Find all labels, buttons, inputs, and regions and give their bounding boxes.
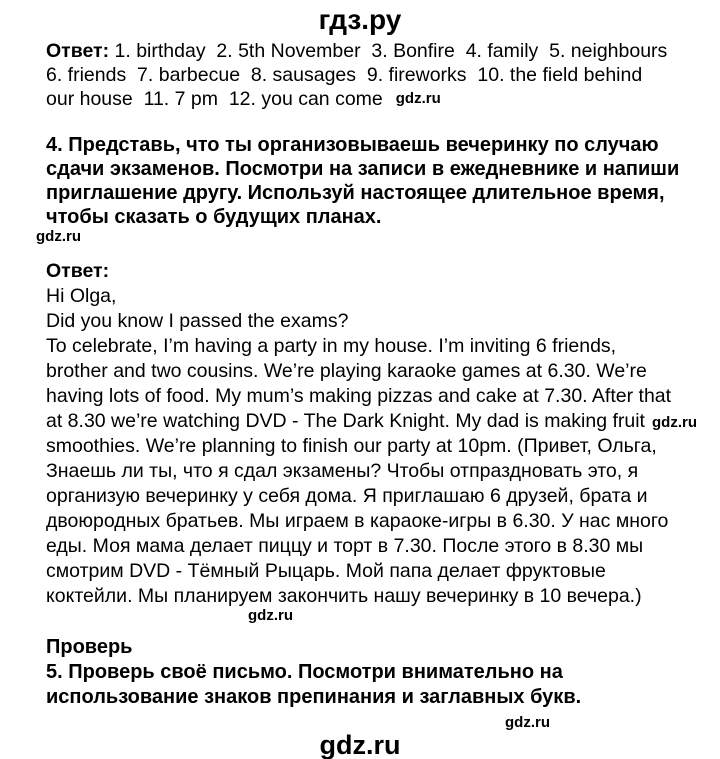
task-line: 4. Представь, что ты организовываешь вечеринку по случаю: [46, 133, 659, 156]
letter-line: having lots of food. My mum’s making pizzas and cake at 7.30. After that: [46, 384, 672, 407]
gdz-watermark: gdz.ru: [505, 713, 550, 731]
answer-items-part3: our house 11. 7 pm 12. you can come: [46, 88, 383, 110]
letter-line: двоюродных братьев. Мы играем в караоке-игры в 6.30. У нас много: [46, 509, 669, 532]
letter-line: [46, 409, 720, 434]
letter-line-text: at 8.30 we’re watching DVD - The Dark Knight. My dad is making fruit: [46, 409, 645, 432]
task-line: приглашение другу. Используй настоящее длительное время,: [46, 182, 665, 205]
letter-line: еды. Моя мама делает пиццу и торт в 7.30. После этого в 8.30 мы: [46, 534, 644, 557]
site-footer-title: gdz.ru: [319, 729, 401, 759]
answer-line: [46, 87, 720, 112]
check-section-heading: Проверь: [46, 635, 133, 658]
gdz-watermark: gdz.ru: [395, 90, 441, 107]
letter-line: организую вечеринку у себя дома. Я приглашаю 6 друзей, брата и: [46, 484, 648, 507]
check-line: 5. Проверь своё письмо. Посмотри внимательно на: [46, 660, 563, 683]
task-line: сдачи экзаменов. Посмотри на записи в ежедневнике и напиши: [46, 157, 680, 180]
site-header-title: гдз.ру: [318, 4, 402, 35]
answer-label: Ответ:: [46, 259, 110, 282]
task-5-instructions: [46, 660, 720, 710]
letter-line: смотрим DVD - Тёмный Рыцарь. Мой папа делает фруктовые: [46, 559, 606, 582]
gdz-watermark: gdz.ru: [248, 606, 293, 624]
gdz-watermark: gdz.ru: [652, 413, 697, 431]
letter-line: Hi Olga,: [46, 284, 117, 307]
letter-line: Знаешь ли ты, что я сдал экзамены? Чтобы отпраздновать это, я: [46, 459, 639, 482]
answer-list-paragraph: [46, 40, 720, 112]
gdz-watermark: gdz.ru: [36, 227, 81, 245]
page-content: [0, 40, 720, 732]
letter-line: коктейли. Мы планируем закончить нашу вечеринку в 10 вечера.): [46, 584, 642, 607]
invitation-letter: [46, 284, 720, 609]
task-line: чтобы сказать о будущих планах.: [46, 206, 382, 229]
answer-line: 6. friends 7. barbecue 8. sausages 9. fireworks 10. the field behind: [46, 63, 643, 86]
letter-line: smoothies. We’re planning to finish our party at 10pm. (Привет, Ольга,: [46, 434, 657, 457]
answer-items-part1: 1. birthday 2. 5th November 3. Bonfire 4. family 5. neighbours: [109, 40, 668, 62]
answer-label: Ответ:: [46, 40, 110, 62]
letter-line: brother and two cousins. We’re playing karaoke games at 6.30. We’re: [46, 359, 647, 382]
check-line: использование знаков препинания и заглавных букв.: [46, 685, 582, 708]
letter-line: To celebrate, I’m having a party in my house. I’m inviting 6 friends,: [46, 334, 617, 357]
task-4-instructions: [46, 133, 720, 230]
answer-line: [46, 40, 720, 64]
letter-line: Did you know I passed the exams?: [46, 309, 349, 332]
